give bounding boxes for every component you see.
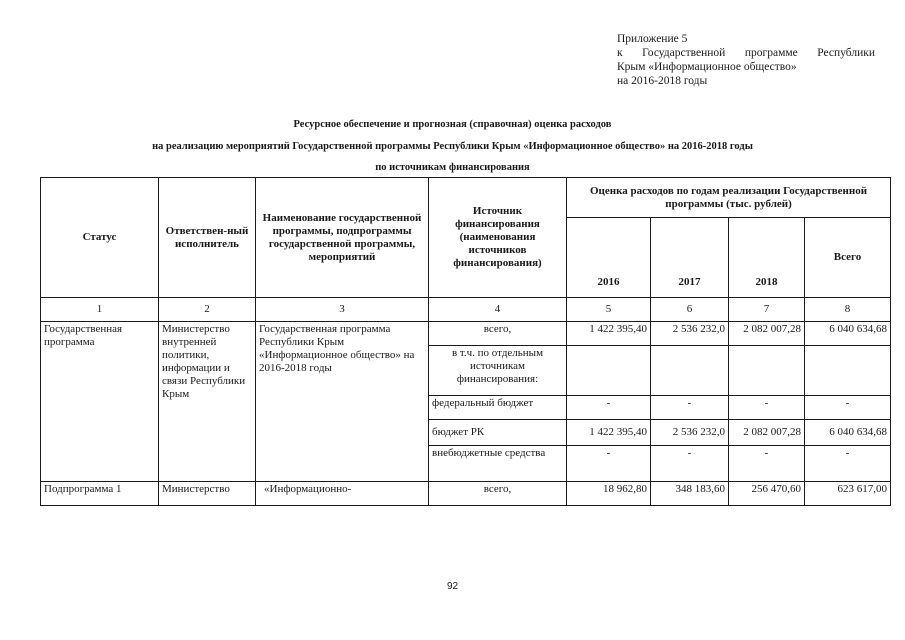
subprogram-name: «Информационно-	[256, 482, 429, 506]
value-2016: 18 962,80	[567, 482, 651, 506]
value-2017	[651, 346, 729, 396]
resource-table	[40, 177, 891, 506]
program-name: Государственная программа Республики Крым «Информационное общество» на 2016-2018 годы	[256, 322, 429, 482]
header-2017: 2017	[651, 218, 729, 298]
header-2018: 2018	[729, 218, 805, 298]
source-cell: федеральный бюджет	[429, 396, 567, 420]
header-2016: 2016	[567, 218, 651, 298]
source-cell: всего,	[429, 482, 567, 506]
header-source: Источник финансирования (наименования источников финансирования)	[429, 178, 567, 298]
appendix-line-1: Приложение 5	[617, 33, 688, 45]
value-2018: 256 470,60	[729, 482, 805, 506]
value-2016: 1 422 395,40	[567, 322, 651, 346]
col-num-4: 4	[429, 298, 567, 322]
value-2016: -	[567, 396, 651, 420]
value-2017: 348 183,60	[651, 482, 729, 506]
col-num-7: 7	[729, 298, 805, 322]
source-cell: всего,	[429, 322, 567, 346]
table-row	[41, 322, 891, 346]
appendix-line-4: на 2016-2018 годы	[617, 75, 708, 87]
subprogram-status: Подпрограмма 1	[41, 482, 159, 506]
col-num-1: 1	[41, 298, 159, 322]
value-total: -	[805, 446, 891, 482]
value-total	[805, 346, 891, 396]
heading-line-2: на реализацию мероприятий Государственной программы Республики Крым «Информационное общество» на 2016-2018 годы	[152, 141, 753, 152]
col-num-2: 2	[159, 298, 256, 322]
column-number-row	[41, 298, 891, 322]
header-total: Всего	[805, 218, 891, 298]
header-status: Статус	[41, 178, 159, 298]
value-2016: -	[567, 446, 651, 482]
heading-line-3: по источникам финансирования	[375, 162, 530, 173]
col-num-8: 8	[805, 298, 891, 322]
value-2018: -	[729, 446, 805, 482]
source-cell: внебюджетные средства	[429, 446, 567, 482]
appendix-line-3: Крым «Информационное общество»	[617, 61, 797, 73]
subprogram-responsible: Министерство	[159, 482, 256, 506]
appendix-block	[617, 32, 875, 88]
header-row-1	[41, 178, 891, 218]
header-name: Наименование государственной программы, подпрограммы государственной программы, мероприятий	[256, 178, 429, 298]
heading-line-1: Ресурсное обеспечение и прогнозная (справочная) оценка расходов	[293, 119, 612, 130]
value-2017: 2 536 232,0	[651, 322, 729, 346]
value-2017: 2 536 232,0	[651, 420, 729, 446]
program-status: Государственная программа	[41, 322, 159, 482]
source-cell: в т.ч. по отдельным источникам финансирования:	[429, 346, 567, 396]
value-2017: -	[651, 446, 729, 482]
value-2018	[729, 346, 805, 396]
page-number: 92	[446, 581, 459, 592]
value-2018: 2 082 007,28	[729, 322, 805, 346]
program-responsible: Министерство внутренней политики, информации и связи Республики Крым	[159, 322, 256, 482]
value-2018: 2 082 007,28	[729, 420, 805, 446]
value-total: 6 040 634,68	[805, 420, 891, 446]
value-2016: 1 422 395,40	[567, 420, 651, 446]
col-num-3: 3	[256, 298, 429, 322]
value-total: 6 040 634,68	[805, 322, 891, 346]
col-num-6: 6	[651, 298, 729, 322]
source-cell: бюджет РК	[429, 420, 567, 446]
value-total: -	[805, 396, 891, 420]
value-2018: -	[729, 396, 805, 420]
header-estimate: Оценка расходов по годам реализации Государственной программы (тыс. рублей)	[567, 178, 891, 218]
table-row	[41, 482, 891, 506]
value-total: 623 617,00	[805, 482, 891, 506]
value-2016	[567, 346, 651, 396]
col-num-5: 5	[567, 298, 651, 322]
value-2017: -	[651, 396, 729, 420]
appendix-line-2: к Государственной программе Республики	[617, 47, 875, 59]
header-responsible: Ответствен-ный исполнитель	[159, 178, 256, 298]
